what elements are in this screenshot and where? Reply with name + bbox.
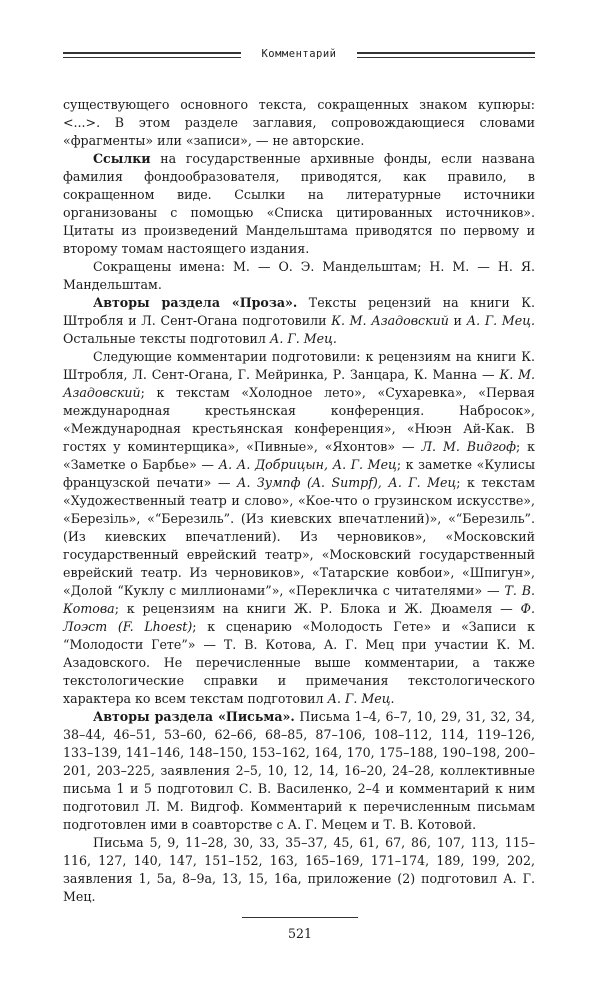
paragraph-text: существующего основного текста, сокращенных знаком купюры: <...>. В этом разделе заглавия, сопровождающиеся словами «фрагменты» или «записи», — не авторские. xyxy=(63,97,535,148)
author-name: К. М. Азадовский xyxy=(63,367,535,400)
paragraph-letters-authors xyxy=(63,708,535,834)
text-run: ; к текстам «Холодное лето», «Сухаревка», «Первая международная крестьянская конференция. Набросок», «Международная крестьянская конференция», «Нюэн Ай-Как. В гостях у коминтерщика», «Пивные», «Яхонтов» — xyxy=(63,385,535,454)
text-run: ; к текстам «Художественный театр и слово», «Кое-что о грузинском искусстве», «Березiль», «“Березиль”. (Из киевских впечатлений)», «“Березиль”. (Из киевских впечатлений). Из черновиков», «Московский государственный еврейский театр», «Московский государственный еврейский театр. Из черновиков», «Татарские ковбои», «Шпигун», «Долой “Куклу с миллионами”», «Перекличка с читателями» — xyxy=(63,475,535,598)
header-rule-left-thin xyxy=(63,57,241,58)
text-run: ; к «Заметке о Барбье» — xyxy=(63,439,535,472)
paragraph-lead: Авторы раздела «Письма». xyxy=(93,709,295,724)
header-rule-right xyxy=(357,52,535,54)
author-name: А. Г. Мец. xyxy=(466,313,535,328)
paragraph-text: Письма 5, 9, 11–28, 30, 33, 35–37, 45, 61, 67, 86, 107, 113, 115–116, 127, 140, 147, 151–152, 163, 165–169, 171–174, 189, 199, 202, заявления 1, 5а, 8–9а, 13, 15, 16а, приложение (2) подготовил А. Г. Мец. xyxy=(63,835,535,904)
running-header-title: Комментарий xyxy=(261,48,337,60)
footer-rule xyxy=(242,917,358,918)
paragraph-links xyxy=(63,150,535,258)
paragraph-letters-list xyxy=(63,834,535,906)
author-name: А. Зумпф (A. Sumpf), А. Г. Мец xyxy=(236,475,457,490)
paragraph-continuation xyxy=(63,96,535,150)
text-run: ; к сценарию «Молодость Гете» и «Записи к “Молодости Гете”» — Т. В. Котова, А. Г. Мец при участии К. М. Азадовского. Не перечисленные выше комментарии, а также текстологические справки и примечания текстологического характера ко всем текстам подготовил xyxy=(63,619,535,706)
author-name: Ф. Лоэст (F. Lhoest) xyxy=(63,601,535,634)
header-rule-left xyxy=(63,52,241,54)
page-number: 521 xyxy=(287,926,313,941)
author-name: К. М. Азадовский xyxy=(331,313,449,328)
paragraph-lead: Авторы раздела «Проза». xyxy=(93,295,298,310)
author-name: Т. В. Котова xyxy=(63,583,535,616)
text-run: Следующие комментарии подготовили: к рецензиям на книги К. Штробля, Л. Сент-Огана, Г. Мейринка, Р. Занцара, К. Манна — xyxy=(63,349,535,382)
header-rule-right-thin xyxy=(357,57,535,58)
page-body xyxy=(63,96,535,906)
paragraph-text: Сокращены имена: М. — О. Э. Мандельштам; Н. М. — Н. Я. Мандельштам. xyxy=(63,259,535,292)
paragraph-abbreviations xyxy=(63,258,535,294)
author-name: А. А. Добрицын, А. Г. Мец xyxy=(218,457,397,472)
author-name: А. Г. Мец. xyxy=(269,331,337,346)
author-name: А. Г. Мец. xyxy=(327,691,395,706)
text-run: ; к рецензиям на книги Ж. Р. Блока и Ж. Дюамеля — xyxy=(114,601,521,616)
text-run: ; к заметке «Кулисы французской печати» — xyxy=(63,457,536,490)
paragraph-text: Письма 1–4, 6–7, 10, 29, 31, 32, 34, 38–44, 46–51, 53–60, 62–66, 68–85, 87–106, 108–112, 114, 119–126, 133–139, 141–146, 148–150, 153–162, 164, 170, 175–188, 190–198, 200–201, 203–225, заявления 2–5, 10, 12, 14, 16–20, 24–28, коллективные письма 1 и 5 подготовил С. В. Василенко, 2–4 и комментарий к ним подготовил Л. М. Видгоф. Комментарий к перечисленным письмам подготовлен ими в соавторстве с А. Г. Мецем и Т. В. Котовой. xyxy=(63,709,535,832)
text-run: Остальные тексты подготовил xyxy=(63,331,270,346)
text-run: Тексты рецензий на книги К. Штробля и Л. Сент-Огана подготовили xyxy=(63,295,535,328)
text-run: и xyxy=(448,313,467,328)
author-name: Л. М. Видгоф xyxy=(421,439,516,454)
paragraph-lead: Ссылки xyxy=(93,151,151,166)
paragraph-text: на государственные архивные фонды, если названа фамилия фондообразователя, приводятся, как правило, в сокращенном виде. Ссылки на литературные источники организованы с помощью «Списка цитированных источников». Цитаты из произведений Мандельштама приводятся по первому и второму томам настоящего издания. xyxy=(63,151,535,256)
paragraph-prose-authors xyxy=(63,294,535,348)
paragraph-commentary-authors xyxy=(63,348,535,708)
